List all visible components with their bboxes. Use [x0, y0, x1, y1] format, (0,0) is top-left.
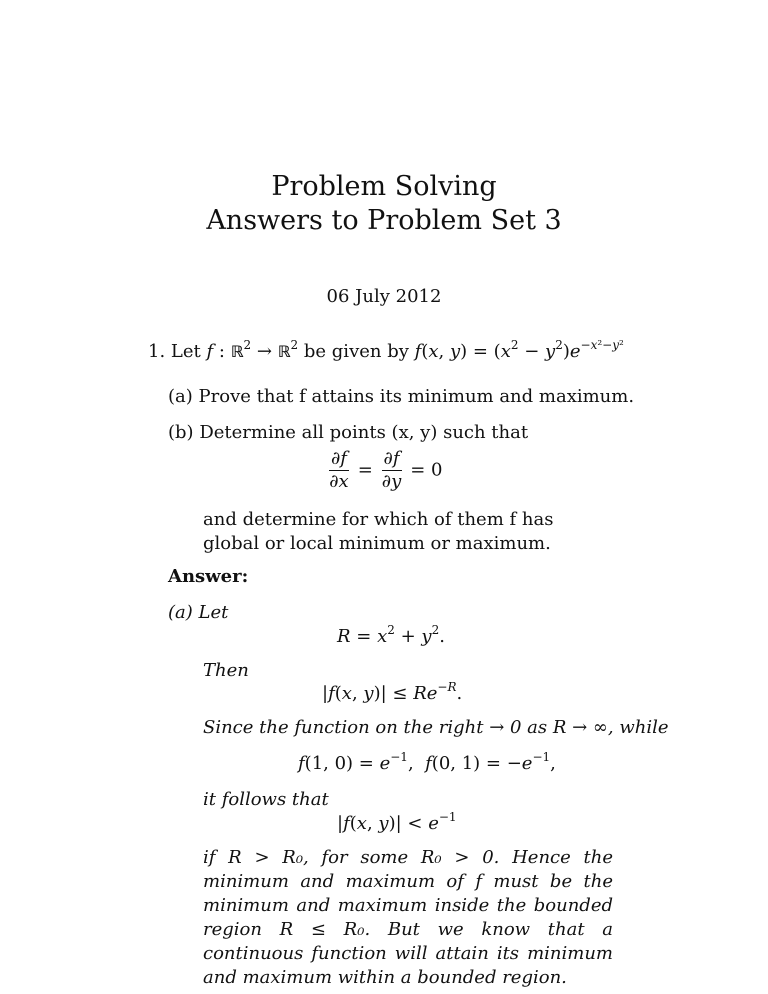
statement-mid: be given by	[303, 341, 409, 362]
part-a-text: Prove that f attains its minimum and maximum.	[198, 386, 635, 407]
part-b-text: Determine all points (x, y) such that	[199, 422, 529, 443]
problem-number: 1.	[148, 341, 166, 362]
function-signature: f : ℝ$^2$ → ℝ$^2$	[206, 338, 299, 362]
answer-a-label-line	[168, 601, 228, 625]
part-b-followup: and determine for which of them f has global or local minimum or maximum.	[203, 509, 554, 554]
page-subtitle: Answers to Problem Set 3	[206, 205, 562, 236]
function-definition: f(x, $y) = (x^2 - y^2)e^{-x^2-y^2}$	[414, 338, 624, 362]
values-equation: f(1, $0) = e^{-1}$, f(0, $1) = -e^{-1}$,	[298, 750, 556, 774]
answer-since: Since the function on the right → 0 as R → ∞, while	[203, 717, 669, 738]
problem-1-statement	[148, 340, 624, 364]
statement-prefix: Let	[170, 341, 201, 362]
answer-let: Let	[198, 602, 229, 623]
part-b-label: (b)	[168, 422, 194, 443]
inequality-bound: |f(x, $y)| \le Re^{-R}$.	[322, 680, 463, 704]
answer-heading: Answer:	[168, 566, 249, 587]
document-date: 06 July 2012	[326, 286, 442, 307]
equation-R: $R = x^2 + y^2$.	[337, 623, 445, 647]
partial-derivative-equation: $\frac{\partial f}{\partial x}$ = $\frac{\partial f}{\partial y}$ = 0	[329, 448, 443, 492]
part-b	[168, 421, 528, 445]
answer-a-label: (a)	[168, 602, 193, 623]
strict-inequality: |f(x, $y)| < e^{-1}$	[337, 810, 457, 834]
answer-then: Then	[203, 660, 249, 681]
page-title: Problem Solving	[271, 171, 497, 202]
answer-conclusion: if R > R₀, for some R₀ > 0. Hence the minimum and maximum of f must be the minimum and maximum inside the bounded region R ≤ R₀. But we know that a continuous function will attain its minimum and maximum within a bounded region.	[203, 847, 613, 988]
part-a	[168, 385, 634, 409]
answer-follows: it follows that	[203, 789, 329, 810]
part-a-label: (a)	[168, 386, 193, 407]
